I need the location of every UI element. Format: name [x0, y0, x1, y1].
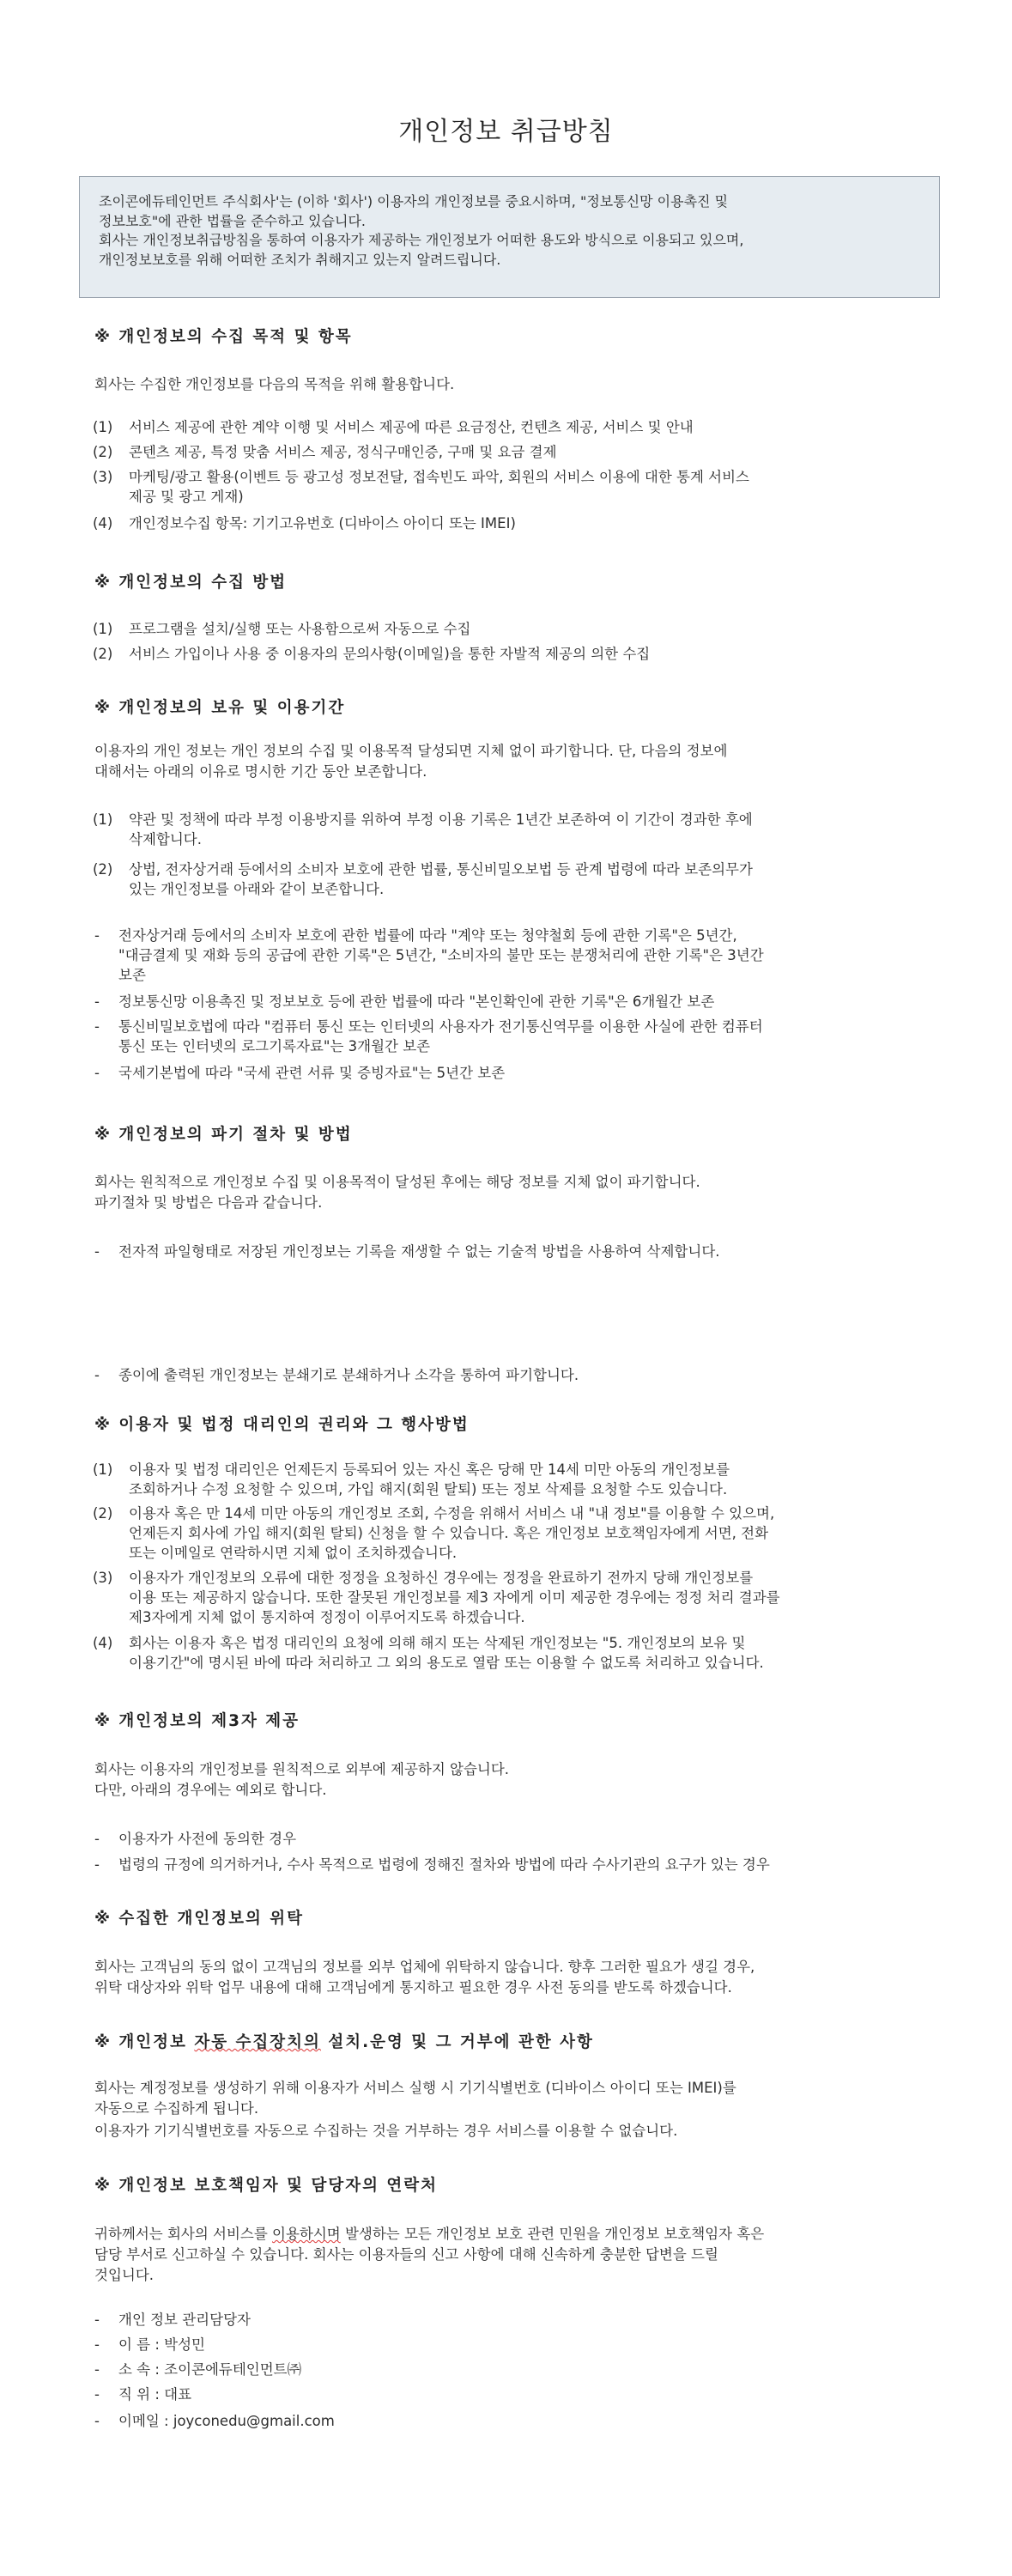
item-number: (3) [93, 1570, 113, 1586]
item-text: 이용기간"에 명시된 바에 따라 처리하고 그 외의 용도로 열람 또는 이용할 수 없도록 처리하고 있습니다. [129, 1655, 764, 1671]
item-text: 약관 및 정책에 따라 부정 이용방지를 위하여 부정 이용 기록은 1년간 보존하여 이 기간이 경과한 후에 [129, 811, 753, 828]
lead-part: 발생하는 모든 개인정보 보호 관련 민원을 개인정보 보호책임자 혹은 [340, 2226, 765, 2242]
intro-line: 회사는 개인정보취급방침을 통하여 이용자가 제공하는 개인정보가 어떠한 용도와 방식으로 이용되고 있으며, [99, 232, 744, 248]
item-text: 언제든지 회사에 가입 해지(회원 탈퇴) 신청을 할 수 있습니다. 혹은 개인정보 보호책임자에게 서면, 전화 [129, 1525, 769, 1541]
section-lead: 회사는 이용자의 개인정보를 원칙적으로 외부에 제공하지 않습니다. [94, 1761, 510, 1777]
item-number: (1) [93, 621, 113, 637]
item-number: (1) [93, 419, 113, 435]
bullet-text: 정보통신망 이용촉진 및 정보보호 등에 관한 법률에 따라 "본인확인에 관한 기록"은 6개월간 보존 [118, 993, 715, 1010]
item-number: (2) [93, 1505, 113, 1522]
section-heading-collection-method: ※ 개인정보의 수집 방법 [94, 574, 288, 592]
section-lead: 파기절차 및 방법은 다음과 같습니다. [94, 1194, 323, 1211]
section-heading-third-party: ※ 개인정보의 제3자 제공 [94, 1712, 300, 1730]
section-lead: 이용자의 개인 정보는 개인 정보의 수집 및 이용목적 달성되면 지체 없이 파기합니다. 단, 다음의 정보에 [94, 743, 728, 759]
bullet-dash: - [94, 1065, 100, 1081]
contact-email[interactable]: 이메일 : joyconedu@gmail.com [118, 2413, 335, 2429]
bullet-dash: - [94, 993, 100, 1010]
section-lead: 회사는 원칙적으로 개인정보 수집 및 이용목적이 달성된 후에는 해당 정보를 지체 없이 파기합니다. [94, 1174, 700, 1190]
item-text: 프로그램을 설치/실행 또는 사용함으로써 자동으로 수집 [129, 621, 471, 637]
item-text: 마케팅/광고 활용(이벤트 등 광고성 정보전달, 접속빈도 파악, 회원의 서비스 이용에 대한 통계 서비스 [129, 469, 749, 485]
contact-name: 이 름 : 박성민 [118, 2336, 205, 2353]
lead-part: 귀하께서는 회사의 서비스를 [94, 2226, 273, 2242]
section-heading-destruction: ※ 개인정보의 파기 절차 및 방법 [94, 1126, 353, 1144]
item-number: (4) [93, 1635, 113, 1651]
bullet-text: 통신비밀보호법에 따라 "컴퓨터 통신 또는 인터넷의 사용자가 전기통신역무를 이용한 사실에 관한 컴퓨터 [118, 1018, 763, 1035]
section-lead: 회사는 계정정보를 생성하기 위해 이용자가 서비스 실행 시 기기식별번호 (디바이스 아이디 또는 IMEI)를 [94, 2080, 736, 2096]
section-heading-contact: ※ 개인정보 보호책임자 및 담당자의 연락처 [94, 2177, 438, 2195]
item-text: 이용자가 개인정보의 오류에 대한 정정을 요청하신 경우에는 정정을 완료하기 전까지 당해 개인정보를 [129, 1570, 754, 1586]
section-lead: 다만, 아래의 경우에는 예외로 합니다. [94, 1782, 327, 1798]
heading-part: 자동 수집장치의 [194, 2033, 321, 2051]
bullet-text: 보존 [118, 967, 146, 983]
item-number: (2) [93, 444, 113, 460]
bullet-dash: - [94, 1243, 100, 1260]
bullet-text: "대금결제 및 재화 등의 공급에 관한 기록"은 5년간, "소비자의 불만 또는 분쟁처리에 관한 기록"은 3년간 [118, 947, 764, 963]
bullet-dash: - [94, 1367, 100, 1383]
item-text: 회사는 이용자 혹은 법정 대리인의 요청에 의해 해지 또는 삭제된 개인정보는 "5. 개인정보의 보유 및 [129, 1635, 746, 1651]
item-text: 있는 개인정보를 아래와 같이 보존합니다. [129, 881, 385, 897]
bullet-text: 국세기본법에 따라 "국세 관련 서류 및 증빙자료"는 5년간 보존 [118, 1065, 506, 1081]
bullet-dash: - [94, 1831, 100, 1847]
bullet-dash: - [94, 1018, 100, 1035]
item-text: 이용자 및 법정 대리인은 언제든지 등록되어 있는 자신 혹은 당해 만 14세 미만 아동의 개인정보를 [129, 1461, 730, 1478]
bullet-dash: - [94, 2336, 100, 2353]
item-number: (1) [93, 1461, 113, 1478]
section-lead: 회사는 수집한 개인정보를 다음의 목적을 위해 활용합니다. [94, 376, 455, 392]
contact-affiliation: 소 속 : 조이콘에듀테인먼트㈜ [118, 2361, 302, 2378]
item-text: 삭제합니다. [129, 831, 202, 848]
bullet-text: 종이에 출력된 개인정보는 분쇄기로 분쇄하거나 소각을 통하여 파기합니다. [118, 1367, 579, 1383]
contact-position: 직 위 : 대표 [118, 2386, 192, 2403]
bullet-text: 법령의 규정에 의거하거나, 수사 목적으로 법령에 정해진 절차와 방법에 따라 수사기관의 요구가 있는 경우 [118, 1856, 770, 1873]
item-text: 제3자에게 지체 없이 통지하여 정정이 이루어지도록 하겠습니다. [129, 1609, 525, 1625]
item-text: 이용 또는 제공하지 않습니다. 또한 잘못된 개인정보를 제3 자에게 이미 제공한 경우에는 정정 처리 결과를 [129, 1589, 780, 1606]
item-text: 상법, 전자상거래 등에서의 소비자 보호에 관한 법률, 통신비밀오보법 등 관계 법령에 따라 보존의무가 [129, 861, 753, 878]
intro-line: 개인정보보호를 위해 어떠한 조치가 취해지고 있는지 알려드립니다. [99, 251, 501, 268]
item-text: 서비스 제공에 관한 계약 이행 및 서비스 제공에 따른 요금정산, 컨텐츠 제공, 서비스 및 안내 [129, 419, 694, 435]
bullet-dash: - [94, 927, 100, 944]
item-text: 이용자 혹은 만 14세 미만 아동의 개인정보 조회, 수정을 위해서 서비스 내 "내 정보"를 이용할 수 있으며, [129, 1505, 775, 1522]
section-heading-auto-collection [94, 2030, 594, 2052]
item-text: 서비스 가입이나 사용 중 이용자의 문의사항(이메일)을 통한 자발적 제공의 의한 수집 [129, 646, 651, 662]
intro-line: 정보보호"에 관한 법률을 준수하고 있습니다. [99, 212, 366, 229]
item-text: 제공 및 광고 게재) [129, 489, 244, 505]
bullet-dash: - [94, 2361, 100, 2378]
section-lead: 자동으로 수집하게 됩니다. [94, 2100, 259, 2117]
item-number: (2) [93, 646, 113, 662]
contact-title: 개인 정보 관리담당자 [118, 2312, 251, 2328]
heading-part: ※ 개인정보 [94, 2033, 195, 2051]
section-lead: 위탁 대상자와 위탁 업무 내용에 대해 고객님에게 통지하고 필요한 경우 사전 동의를 받도록 하겠습니다. [94, 1979, 732, 1996]
item-number: (4) [93, 515, 113, 532]
intro-box [79, 176, 940, 298]
item-text: 조회하거나 수정 요청할 수 있으며, 가입 해지(회원 탈퇴) 또는 정보 삭제를 요청할 수도 있습니다. [129, 1481, 728, 1498]
item-number: (2) [93, 861, 113, 878]
section-lead: 이용자가 기기식별번호를 자동으로 수집하는 것을 거부하는 경우 서비스를 이용할 수 없습니다. [94, 2123, 678, 2139]
bullet-text: 전자상거래 등에서의 소비자 보호에 관한 법률에 따라 "계약 또는 청약철회 등에 관한 기록"은 5년간, [118, 927, 737, 944]
item-text: 또는 이메일로 연락하시면 지체 없이 조치하겠습니다. [129, 1545, 458, 1561]
item-number: (1) [93, 811, 113, 828]
item-text: 콘텐츠 제공, 특정 맞춤 서비스 제공, 정식구매인증, 구매 및 요금 결제 [129, 444, 557, 460]
bullet-text: 이용자가 사전에 동의한 경우 [118, 1831, 297, 1847]
section-heading-user-rights: ※ 이용자 및 법정 대리인의 권리와 그 행사방법 [94, 1416, 470, 1434]
page-title: 개인정보 취급방침 [398, 117, 614, 147]
section-lead: 담당 부서로 신고하실 수 있습니다. 회사는 이용자들의 신고 사항에 대해 신속하게 충분한 답변을 드릴 [94, 2246, 718, 2263]
lead-part: 이용하시며 [272, 2226, 341, 2242]
section-heading-retention: ※ 개인정보의 보유 및 이용기간 [94, 699, 346, 717]
bullet-dash: - [94, 2386, 100, 2403]
heading-part: 설치.운영 및 그 거부에 관한 사항 [320, 2033, 594, 2051]
section-lead: 대해서는 아래의 이유로 명시한 기간 동안 보존합니다. [94, 763, 427, 780]
item-number: (3) [93, 469, 113, 485]
section-lead: 회사는 고객님의 동의 없이 고객님의 정보를 외부 업체에 위탁하지 않습니다. 향후 그러한 필요가 생길 경우, [94, 1959, 755, 1975]
bullet-dash: - [94, 2413, 100, 2429]
bullet-dash: - [94, 1856, 100, 1873]
section-heading-collection-purpose: ※ 개인정보의 수집 목적 및 항목 [94, 328, 353, 346]
item-text: 개인정보수집 항목: 기기고유번호 (디바이스 아이디 또는 IMEI) [129, 515, 516, 532]
bullet-text: 전자적 파일형태로 저장된 개인정보는 기록을 재생할 수 없는 기술적 방법을 사용하여 삭제합니다. [118, 1243, 720, 1260]
bullet-dash: - [94, 2312, 100, 2328]
section-heading-outsourcing: ※ 수집한 개인정보의 위탁 [94, 1910, 305, 1928]
bullet-text: 통신 또는 인터넷의 로그기록자료"는 3개월간 보존 [118, 1038, 431, 1054]
section-lead: 것입니다. [94, 2267, 155, 2283]
section-lead [94, 2224, 764, 2245]
intro-line: 조이콘에듀테인먼트 주식회사'는 (이하 '회사') 이용자의 개인정보를 중요시하며, "정보통신망 이용촉진 및 [99, 193, 729, 210]
